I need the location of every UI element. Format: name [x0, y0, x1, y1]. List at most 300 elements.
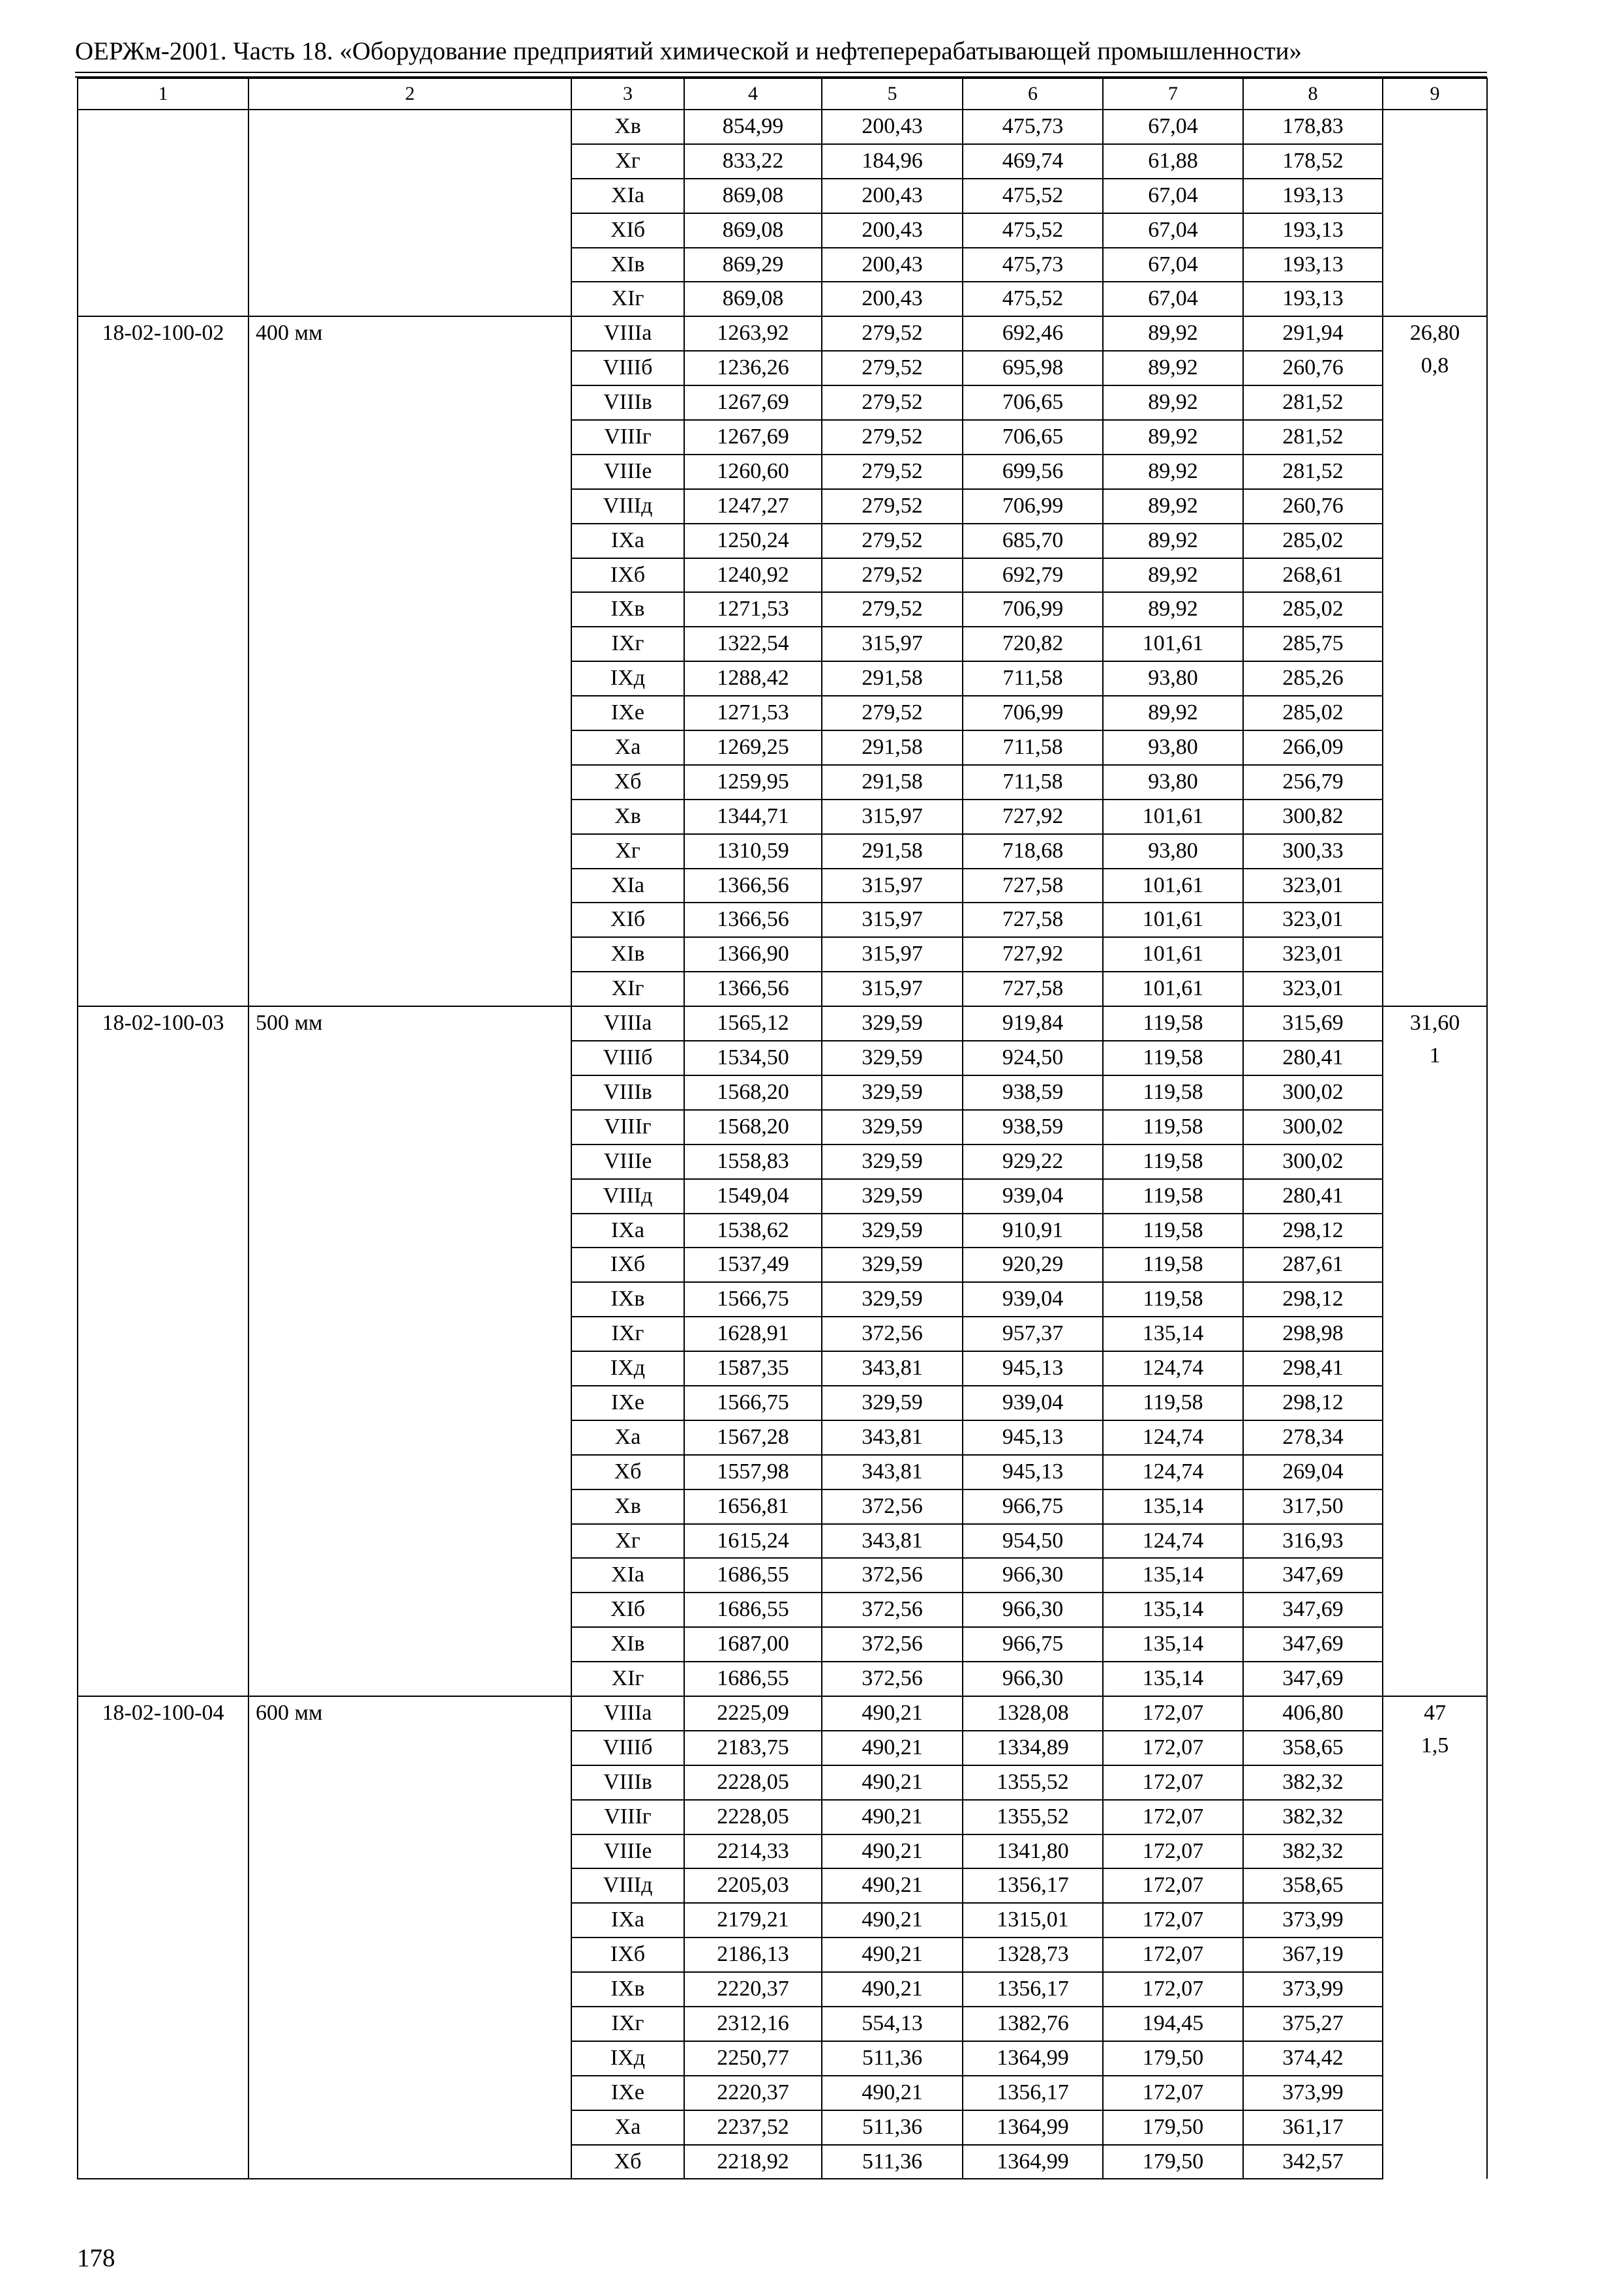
value-cell: 372,56 — [822, 1317, 963, 1351]
value-cell: 1250,24 — [684, 524, 822, 558]
value-cell: 1567,28 — [684, 1420, 822, 1455]
value-cell: 1549,04 — [684, 1179, 822, 1214]
value-cell: 919,84 — [963, 1006, 1103, 1041]
value-cell: 135,14 — [1103, 1489, 1243, 1524]
value-cell: 367,19 — [1243, 1937, 1383, 1972]
value-cell: 300,02 — [1243, 1075, 1383, 1110]
value-cell: 490,21 — [822, 1731, 963, 1765]
value-cell: 2220,37 — [684, 2076, 822, 2110]
value-cell: 382,32 — [1243, 1765, 1383, 1800]
value-cell: 1247,27 — [684, 489, 822, 524]
value-cell: 298,12 — [1243, 1214, 1383, 1248]
value-cell: 89,92 — [1103, 385, 1243, 420]
value-cell: 172,07 — [1103, 1903, 1243, 1937]
value-cell: 1628,91 — [684, 1317, 822, 1351]
value-cell: 323,01 — [1243, 972, 1383, 1006]
value-cell: 1364,99 — [963, 2041, 1103, 2076]
zone-cell: ХIб — [571, 1593, 684, 1627]
value-cell: 178,52 — [1243, 144, 1383, 179]
zone-cell: VIIIг — [571, 1110, 684, 1144]
table-row — [78, 1696, 1487, 1731]
value-cell: 1687,00 — [684, 1627, 822, 1662]
page-number: 178 — [77, 2244, 115, 2272]
value-cell: 315,97 — [822, 972, 963, 1006]
value-cell: 315,97 — [822, 937, 963, 972]
value-cell: 329,59 — [822, 1144, 963, 1179]
value-cell: 268,61 — [1243, 558, 1383, 593]
value-cell: 706,99 — [963, 592, 1103, 627]
column-number: 3 — [571, 78, 684, 110]
value-cell: 490,21 — [822, 1972, 963, 2007]
value-cell: 869,08 — [684, 179, 822, 213]
value-cell: 2228,05 — [684, 1800, 822, 1834]
zone-cell: ХIб — [571, 903, 684, 937]
value-cell: 374,42 — [1243, 2041, 1383, 2076]
value-cell: 1366,56 — [684, 869, 822, 903]
value-cell: 2183,75 — [684, 1731, 822, 1765]
value-cell: 1260,60 — [684, 455, 822, 489]
value-cell: 727,58 — [963, 903, 1103, 937]
zone-cell: Хв — [571, 1489, 684, 1524]
column-number: 1 — [78, 78, 248, 110]
value-cell: 93,80 — [1103, 661, 1243, 696]
zone-cell: IХв — [571, 1972, 684, 2007]
value-cell: 101,61 — [1103, 869, 1243, 903]
value-cell: 727,58 — [963, 972, 1103, 1006]
value-cell: 329,59 — [822, 1006, 963, 1041]
col9-value-first — [1383, 110, 1486, 143]
value-cell: 179,50 — [1103, 2110, 1243, 2145]
value-cell: 178,83 — [1243, 110, 1383, 144]
value-cell: 1565,12 — [684, 1006, 822, 1041]
value-cell: 89,92 — [1103, 696, 1243, 730]
value-cell: 89,92 — [1103, 558, 1243, 593]
value-cell: 718,68 — [963, 834, 1103, 869]
value-cell: 329,59 — [822, 1282, 963, 1317]
value-cell: 347,69 — [1243, 1558, 1383, 1593]
value-cell: 1341,80 — [963, 1834, 1103, 1869]
zone-cell: VIIIе — [571, 455, 684, 489]
value-cell: 343,81 — [822, 1455, 963, 1489]
zone-cell: IХг — [571, 1317, 684, 1351]
value-cell: 727,58 — [963, 869, 1103, 903]
value-cell: 957,37 — [963, 1317, 1103, 1351]
value-cell: 554,13 — [822, 2007, 963, 2041]
value-cell: 1537,49 — [684, 1248, 822, 1282]
col9-value-first: 26,80 — [1409, 321, 1460, 346]
value-cell: 280,41 — [1243, 1041, 1383, 1075]
value-cell: 490,21 — [822, 1834, 963, 1869]
value-cell: 279,52 — [822, 385, 963, 420]
zone-cell: VIIIа — [571, 1006, 684, 1041]
value-cell: 1322,54 — [684, 627, 822, 661]
value-cell: 285,75 — [1243, 627, 1383, 661]
value-cell: 67,04 — [1103, 110, 1243, 144]
value-cell: 343,81 — [822, 1420, 963, 1455]
value-cell: 1344,71 — [684, 800, 822, 834]
value-cell: 200,43 — [822, 179, 963, 213]
zone-cell: VIIIа — [571, 1696, 684, 1731]
value-cell: 124,74 — [1103, 1351, 1243, 1386]
value-cell: 279,52 — [822, 351, 963, 385]
value-cell: 490,21 — [822, 1868, 963, 1903]
value-cell: 358,65 — [1243, 1731, 1383, 1765]
value-cell: 1356,17 — [963, 1972, 1103, 2007]
column-number: 5 — [822, 78, 963, 110]
table-body — [78, 78, 1487, 2179]
value-cell: 279,52 — [822, 592, 963, 627]
value-cell: 2220,37 — [684, 1972, 822, 2007]
value-cell: 373,99 — [1243, 1903, 1383, 1937]
value-cell: 511,36 — [822, 2110, 963, 2145]
value-cell: 1236,26 — [684, 351, 822, 385]
value-cell: 1366,56 — [684, 903, 822, 937]
value-cell: 1568,20 — [684, 1110, 822, 1144]
value-cell: 490,21 — [822, 1696, 963, 1731]
value-cell: 67,04 — [1103, 248, 1243, 282]
value-cell: 343,81 — [822, 1524, 963, 1559]
value-cell: 179,50 — [1103, 2145, 1243, 2179]
value-cell: 193,13 — [1243, 179, 1383, 213]
value-cell: 711,58 — [963, 730, 1103, 765]
value-cell: 475,52 — [963, 282, 1103, 316]
zone-cell: VIIIе — [571, 1834, 684, 1869]
col9-value-second — [1383, 143, 1486, 175]
value-cell: 869,08 — [684, 213, 822, 248]
value-cell: 172,07 — [1103, 1696, 1243, 1731]
value-cell: 172,07 — [1103, 1868, 1243, 1903]
value-cell: 278,34 — [1243, 1420, 1383, 1455]
value-cell: 695,98 — [963, 351, 1103, 385]
value-cell: 910,91 — [963, 1214, 1103, 1248]
value-cell: 966,75 — [963, 1627, 1103, 1662]
zone-cell: Хб — [571, 2145, 684, 2179]
zone-cell: VIIIд — [571, 489, 684, 524]
value-cell: 1557,98 — [684, 1455, 822, 1489]
value-cell: 2228,05 — [684, 1765, 822, 1800]
value-cell: 347,69 — [1243, 1593, 1383, 1627]
value-cell: 490,21 — [822, 1800, 963, 1834]
value-cell: 1271,53 — [684, 592, 822, 627]
value-cell: 61,88 — [1103, 144, 1243, 179]
value-cell: 945,13 — [963, 1351, 1103, 1386]
zone-cell: Хг — [571, 144, 684, 179]
value-cell: 193,13 — [1243, 213, 1383, 248]
value-cell: 924,50 — [963, 1041, 1103, 1075]
zone-cell: ХIг — [571, 282, 684, 316]
value-cell: 291,58 — [822, 765, 963, 800]
value-cell: 475,73 — [963, 248, 1103, 282]
value-cell: 316,93 — [1243, 1524, 1383, 1559]
value-cell: 869,29 — [684, 248, 822, 282]
value-cell: 67,04 — [1103, 282, 1243, 316]
page-header-title: ОЕРЖм-2001. Часть 18. «Оборудование предприятий химической и нефтеперерабатывающей промышленности» — [75, 37, 1302, 65]
value-cell: 1364,99 — [963, 2110, 1103, 2145]
value-cell: 285,02 — [1243, 696, 1383, 730]
value-cell: 1686,55 — [684, 1593, 822, 1627]
value-cell: 1355,52 — [963, 1765, 1103, 1800]
column-number: 9 — [1383, 78, 1487, 110]
zone-cell: IХг — [571, 627, 684, 661]
value-cell: 406,80 — [1243, 1696, 1383, 1731]
value-cell: 1240,92 — [684, 558, 822, 593]
value-cell: 833,22 — [684, 144, 822, 179]
value-cell: 1267,69 — [684, 420, 822, 455]
value-cell: 119,58 — [1103, 1006, 1243, 1041]
table-row — [78, 1006, 1487, 1041]
zone-cell: VIIIб — [571, 351, 684, 385]
value-cell: 854,99 — [684, 110, 822, 144]
zone-cell: ХIб — [571, 213, 684, 248]
value-cell: 2225,09 — [684, 1696, 822, 1731]
zone-cell: VIIIг — [571, 1800, 684, 1834]
value-cell: 375,27 — [1243, 2007, 1383, 2041]
value-cell: 260,76 — [1243, 351, 1383, 385]
table-row — [78, 316, 1487, 351]
zone-cell: IХа — [571, 524, 684, 558]
zone-cell: VIIIа — [571, 316, 684, 351]
col9-value-first: 47 — [1424, 1700, 1446, 1725]
value-cell: 200,43 — [822, 110, 963, 144]
value-cell: 329,59 — [822, 1075, 963, 1110]
value-cell: 939,04 — [963, 1179, 1103, 1214]
zone-cell: IХв — [571, 1282, 684, 1317]
value-cell: 938,59 — [963, 1110, 1103, 1144]
value-cell: 1686,55 — [684, 1558, 822, 1593]
value-cell: 200,43 — [822, 213, 963, 248]
value-cell: 193,13 — [1243, 248, 1383, 282]
value-cell: 1269,25 — [684, 730, 822, 765]
col9-cell — [1383, 110, 1487, 316]
zone-cell: ХIа — [571, 179, 684, 213]
value-cell: 279,52 — [822, 696, 963, 730]
value-cell: 1263,92 — [684, 316, 822, 351]
zone-cell: Хб — [571, 1455, 684, 1489]
column-number: 6 — [963, 78, 1103, 110]
item-code — [78, 110, 248, 316]
value-cell: 1686,55 — [684, 1662, 822, 1696]
value-cell: 869,08 — [684, 282, 822, 316]
zone-cell: ХIа — [571, 869, 684, 903]
value-cell: 929,22 — [963, 1144, 1103, 1179]
value-cell: 1656,81 — [684, 1489, 822, 1524]
value-cell: 89,92 — [1103, 524, 1243, 558]
header-rule — [75, 72, 1487, 73]
value-cell: 1558,83 — [684, 1144, 822, 1179]
value-cell: 124,74 — [1103, 1455, 1243, 1489]
value-cell: 1328,73 — [963, 1937, 1103, 1972]
value-cell: 1315,01 — [963, 1903, 1103, 1937]
zone-cell: IХе — [571, 2076, 684, 2110]
col9-cell — [1383, 1696, 1487, 2179]
value-cell: 93,80 — [1103, 765, 1243, 800]
value-cell: 119,58 — [1103, 1144, 1243, 1179]
value-cell: 172,07 — [1103, 1937, 1243, 1972]
value-cell: 172,07 — [1103, 1800, 1243, 1834]
zone-cell: ХIв — [571, 248, 684, 282]
value-cell: 285,02 — [1243, 524, 1383, 558]
value-cell: 279,52 — [822, 455, 963, 489]
value-cell: 372,56 — [822, 1662, 963, 1696]
value-cell: 101,61 — [1103, 627, 1243, 661]
zone-cell: IХд — [571, 1351, 684, 1386]
value-cell: 966,30 — [963, 1593, 1103, 1627]
value-cell: 1271,53 — [684, 696, 822, 730]
col9-value-second: 1 — [1429, 1043, 1441, 1068]
value-cell: 954,50 — [963, 1524, 1103, 1559]
value-cell: 298,41 — [1243, 1351, 1383, 1386]
value-cell: 323,01 — [1243, 903, 1383, 937]
column-number: 2 — [248, 78, 571, 110]
value-cell: 475,52 — [963, 179, 1103, 213]
col9-cell — [1383, 1006, 1487, 1696]
value-cell: 298,12 — [1243, 1282, 1383, 1317]
value-cell: 1534,50 — [684, 1041, 822, 1075]
value-cell: 699,56 — [963, 455, 1103, 489]
item-name — [248, 110, 571, 316]
item-code: 18-02-100-02 — [78, 316, 248, 1006]
zone-cell: Хб — [571, 765, 684, 800]
value-cell: 266,09 — [1243, 730, 1383, 765]
value-cell: 966,75 — [963, 1489, 1103, 1524]
value-cell: 119,58 — [1103, 1248, 1243, 1282]
value-cell: 135,14 — [1103, 1593, 1243, 1627]
value-cell: 1366,90 — [684, 937, 822, 972]
col9-cell — [1383, 316, 1487, 1006]
zone-cell: VIIIв — [571, 1075, 684, 1110]
value-cell: 89,92 — [1103, 420, 1243, 455]
value-cell: 300,02 — [1243, 1144, 1383, 1179]
value-cell: 256,79 — [1243, 765, 1383, 800]
value-cell: 1356,17 — [963, 2076, 1103, 2110]
value-cell: 67,04 — [1103, 213, 1243, 248]
zone-cell: ХIг — [571, 1662, 684, 1696]
value-cell: 279,52 — [822, 524, 963, 558]
value-cell: 945,13 — [963, 1455, 1103, 1489]
value-cell: 2237,52 — [684, 2110, 822, 2145]
value-cell: 269,04 — [1243, 1455, 1383, 1489]
value-cell: 938,59 — [963, 1075, 1103, 1110]
zone-cell: VIIIг — [571, 420, 684, 455]
value-cell: 382,32 — [1243, 1834, 1383, 1869]
zone-cell: VIIIд — [571, 1868, 684, 1903]
value-cell: 298,98 — [1243, 1317, 1383, 1351]
value-cell: 685,70 — [963, 524, 1103, 558]
value-cell: 93,80 — [1103, 834, 1243, 869]
value-cell: 135,14 — [1103, 1627, 1243, 1662]
column-number-row — [78, 78, 1487, 110]
value-cell: 291,94 — [1243, 316, 1383, 351]
value-cell: 279,52 — [822, 420, 963, 455]
item-code: 18-02-100-04 — [78, 1696, 248, 2179]
item-name: 600 мм — [248, 1696, 571, 2179]
value-cell: 279,52 — [822, 316, 963, 351]
value-cell: 260,76 — [1243, 489, 1383, 524]
value-cell: 135,14 — [1103, 1662, 1243, 1696]
value-cell: 89,92 — [1103, 489, 1243, 524]
zone-cell: IХд — [571, 2041, 684, 2076]
value-cell: 291,58 — [822, 834, 963, 869]
value-cell: 511,36 — [822, 2041, 963, 2076]
value-cell: 119,58 — [1103, 1282, 1243, 1317]
value-cell: 966,30 — [963, 1662, 1103, 1696]
value-cell: 1382,76 — [963, 2007, 1103, 2041]
value-cell: 372,56 — [822, 1558, 963, 1593]
zone-cell: Ха — [571, 2110, 684, 2145]
value-cell: 281,52 — [1243, 385, 1383, 420]
zone-cell: Хг — [571, 834, 684, 869]
value-cell: 101,61 — [1103, 972, 1243, 1006]
value-cell: 1328,08 — [963, 1696, 1103, 1731]
value-cell: 361,17 — [1243, 2110, 1383, 2145]
value-cell: 711,58 — [963, 765, 1103, 800]
zone-cell: IХа — [571, 1903, 684, 1937]
value-cell: 315,97 — [822, 800, 963, 834]
value-cell: 291,58 — [822, 661, 963, 696]
value-cell: 329,59 — [822, 1248, 963, 1282]
zone-cell: IХг — [571, 2007, 684, 2041]
value-cell: 1366,56 — [684, 972, 822, 1006]
value-cell: 343,81 — [822, 1351, 963, 1386]
value-cell: 279,52 — [822, 558, 963, 593]
zone-cell: VIIIе — [571, 1144, 684, 1179]
value-cell: 2186,13 — [684, 1937, 822, 1972]
zone-cell: Ха — [571, 730, 684, 765]
value-cell: 124,74 — [1103, 1524, 1243, 1559]
value-cell: 93,80 — [1103, 730, 1243, 765]
value-cell: 2218,92 — [684, 2145, 822, 2179]
zone-cell: Ха — [571, 1420, 684, 1455]
item-name: 500 мм — [248, 1006, 571, 1696]
value-cell: 1310,59 — [684, 834, 822, 869]
value-cell: 939,04 — [963, 1282, 1103, 1317]
zone-cell: IХе — [571, 1386, 684, 1420]
price-table — [77, 78, 1488, 2179]
value-cell: 300,02 — [1243, 1110, 1383, 1144]
value-cell: 315,97 — [822, 903, 963, 937]
value-cell: 89,92 — [1103, 351, 1243, 385]
value-cell: 373,99 — [1243, 1972, 1383, 2007]
value-cell: 172,07 — [1103, 1765, 1243, 1800]
value-cell: 281,52 — [1243, 455, 1383, 489]
value-cell: 67,04 — [1103, 179, 1243, 213]
value-cell: 285,26 — [1243, 661, 1383, 696]
value-cell: 469,74 — [963, 144, 1103, 179]
value-cell: 329,59 — [822, 1386, 963, 1420]
zone-cell: IХа — [571, 1214, 684, 1248]
value-cell: 373,99 — [1243, 2076, 1383, 2110]
value-cell: 475,73 — [963, 110, 1103, 144]
value-cell: 124,74 — [1103, 1420, 1243, 1455]
value-cell: 347,69 — [1243, 1662, 1383, 1696]
value-cell: 279,52 — [822, 489, 963, 524]
value-cell: 706,65 — [963, 385, 1103, 420]
value-cell: 1615,24 — [684, 1524, 822, 1559]
value-cell: 281,52 — [1243, 420, 1383, 455]
zone-cell: ХIа — [571, 1558, 684, 1593]
value-cell: 1566,75 — [684, 1282, 822, 1317]
table-row — [78, 110, 1487, 144]
value-cell: 727,92 — [963, 937, 1103, 972]
value-cell: 172,07 — [1103, 1834, 1243, 1869]
value-cell: 329,59 — [822, 1179, 963, 1214]
value-cell: 184,96 — [822, 144, 963, 179]
zone-cell: VIIIб — [571, 1731, 684, 1765]
col9-value-second: 0,8 — [1421, 353, 1449, 378]
value-cell: 382,32 — [1243, 1800, 1383, 1834]
zone-cell: ХIв — [571, 937, 684, 972]
value-cell: 342,57 — [1243, 2145, 1383, 2179]
